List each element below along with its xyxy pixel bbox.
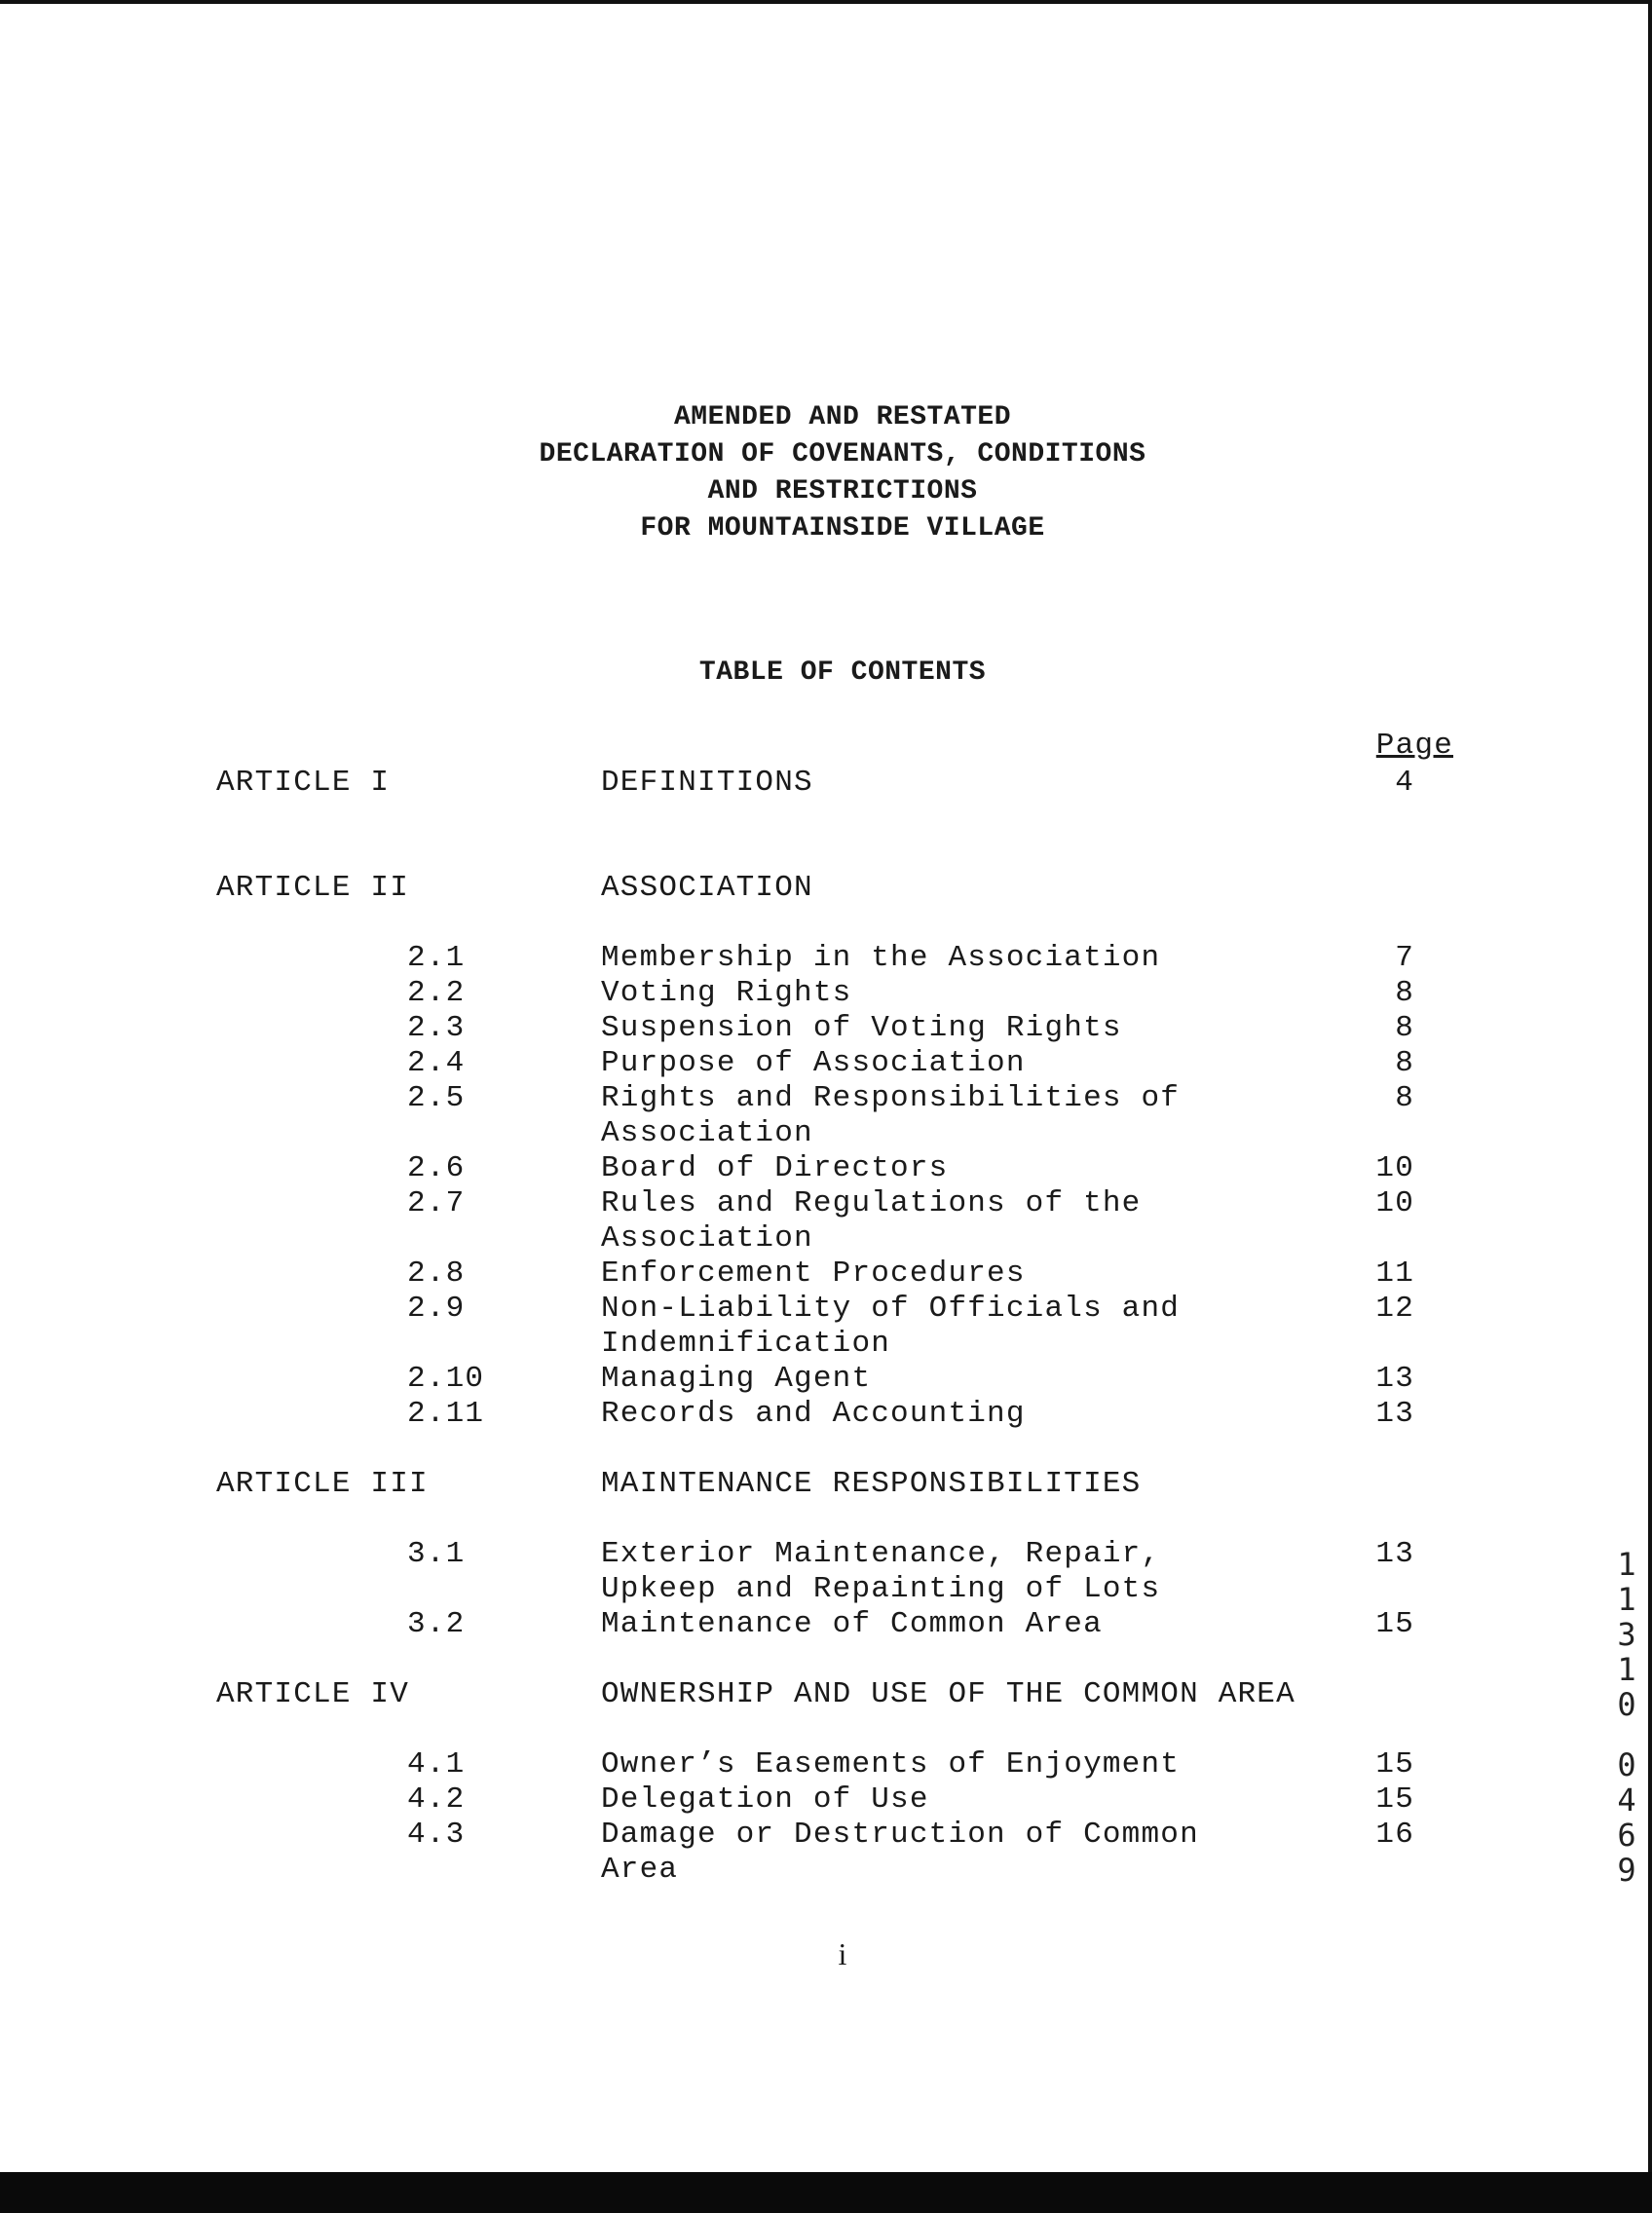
bates-digit: 9 xyxy=(1617,1852,1636,1889)
toc-section-title: Voting Rights xyxy=(601,976,852,1010)
toc-section-title-continued: Association xyxy=(601,1221,813,1256)
toc-page-number: 11 xyxy=(1375,1257,1414,1291)
toc-page-number: 13 xyxy=(1375,1397,1414,1431)
toc-page-number: 16 xyxy=(1375,1818,1414,1852)
toc-section-number: 2.8 xyxy=(407,1257,466,1291)
toc-section-number: 3.1 xyxy=(407,1537,466,1571)
toc-section-number: 2.3 xyxy=(407,1011,466,1045)
toc-page-number: 10 xyxy=(1375,1186,1414,1220)
bates-digit: 1 xyxy=(1617,1546,1636,1583)
toc-section-number: 2.11 xyxy=(407,1397,485,1431)
toc-section-number: 2.10 xyxy=(407,1362,485,1396)
toc-page-number: 4 xyxy=(1395,766,1414,800)
toc-section-title: Rules and Regulations of the xyxy=(601,1186,1142,1220)
title-line: AMENDED AND RESTATED xyxy=(673,402,1012,432)
toc-section-title: Board of Directors xyxy=(601,1151,949,1185)
toc-section-title: Managing Agent xyxy=(601,1362,872,1396)
toc-page-number: 8 xyxy=(1395,1011,1414,1045)
toc-article-title: DEFINITIONS xyxy=(601,766,813,800)
toc-article-label: ARTICLE II xyxy=(216,871,410,905)
toc-section-number: 4.3 xyxy=(407,1818,466,1852)
toc-section-title: Maintenance of Common Area xyxy=(601,1607,1103,1641)
toc-section-title: Delegation of Use xyxy=(601,1782,929,1817)
toc-section-title-continued: Association xyxy=(601,1116,813,1150)
toc-page-number: 8 xyxy=(1395,1046,1414,1080)
toc-article-title: MAINTENANCE RESPONSIBILITIES xyxy=(601,1467,1142,1501)
bates-digit: 6 xyxy=(1617,1817,1636,1854)
toc-page-number: 15 xyxy=(1375,1782,1414,1817)
toc-heading: TABLE OF CONTENTS xyxy=(698,657,987,688)
toc-page-number: 8 xyxy=(1395,1081,1414,1115)
page-column-header: Page xyxy=(1375,729,1453,763)
bates-digit: 4 xyxy=(1617,1782,1636,1819)
title-line: AND RESTRICTIONS xyxy=(707,476,978,506)
bates-gap xyxy=(1607,1722,1646,1747)
toc-section-number: 2.6 xyxy=(407,1151,466,1185)
toc-section-title: Exterior Maintenance, Repair, xyxy=(601,1537,1161,1571)
toc-section-number: 4.2 xyxy=(407,1782,466,1817)
toc-section-title: Records and Accounting xyxy=(601,1397,1026,1431)
toc-section-number: 3.2 xyxy=(407,1607,466,1641)
title-line: DECLARATION OF COVENANTS, CONDITIONS xyxy=(539,439,1146,469)
toc-section-number: 2.1 xyxy=(407,941,466,975)
toc-page-number: 13 xyxy=(1375,1362,1414,1396)
title-line: FOR MOUNTAINSIDE VILLAGE xyxy=(640,513,1045,544)
toc-article-label: ARTICLE IV xyxy=(216,1677,410,1711)
toc-section-title: Non-Liability of Officials and xyxy=(601,1292,1181,1326)
bates-digit: 1 xyxy=(1617,1581,1636,1618)
toc-page-number: 15 xyxy=(1375,1607,1414,1641)
bates-digit: 1 xyxy=(1617,1651,1636,1688)
footer-page-number: i xyxy=(838,1936,847,1971)
bates-digit: 0 xyxy=(1617,1686,1636,1723)
toc-section-title: Purpose of Association xyxy=(601,1046,1026,1080)
toc-page-number: 10 xyxy=(1375,1151,1414,1185)
toc-section-title-continued: Area xyxy=(601,1853,679,1887)
bates-digit: 0 xyxy=(1617,1746,1636,1783)
bates-digit: 3 xyxy=(1617,1616,1636,1653)
toc-page-number: 13 xyxy=(1375,1537,1414,1571)
toc-article-title: ASSOCIATION xyxy=(601,871,813,905)
toc-section-title: Suspension of Voting Rights xyxy=(601,1011,1122,1045)
toc-section-number: 4.1 xyxy=(407,1747,466,1782)
toc-page-number: 7 xyxy=(1395,941,1414,975)
toc-article-label: ARTICLE III xyxy=(216,1467,429,1501)
toc-section-title: Owner’s Easements of Enjoyment xyxy=(601,1747,1181,1782)
toc-page-number: 15 xyxy=(1375,1747,1414,1782)
toc-page-number: 12 xyxy=(1375,1292,1414,1326)
toc-section-title: Rights and Responsibilities of xyxy=(601,1081,1181,1115)
toc-section-title: Membership in the Association xyxy=(601,941,1161,975)
toc-section-title-continued: Upkeep and Repainting of Lots xyxy=(601,1572,1161,1606)
toc-section-title: Damage or Destruction of Common xyxy=(601,1818,1199,1852)
toc-section-number: 2.4 xyxy=(407,1046,466,1080)
toc-section-number: 2.9 xyxy=(407,1292,466,1326)
toc-article-label: ARTICLE I xyxy=(216,766,391,800)
toc-section-title-continued: Indemnification xyxy=(601,1327,891,1361)
bates-number xyxy=(1607,1547,1646,1888)
toc-page-number: 8 xyxy=(1395,976,1414,1010)
toc-article-title: OWNERSHIP AND USE OF THE COMMON AREA xyxy=(601,1677,1295,1711)
toc-section-number: 2.2 xyxy=(407,976,466,1010)
toc-section-number: 2.7 xyxy=(407,1186,466,1220)
toc-section-title: Enforcement Procedures xyxy=(601,1257,1026,1291)
toc-section-number: 2.5 xyxy=(407,1081,466,1115)
